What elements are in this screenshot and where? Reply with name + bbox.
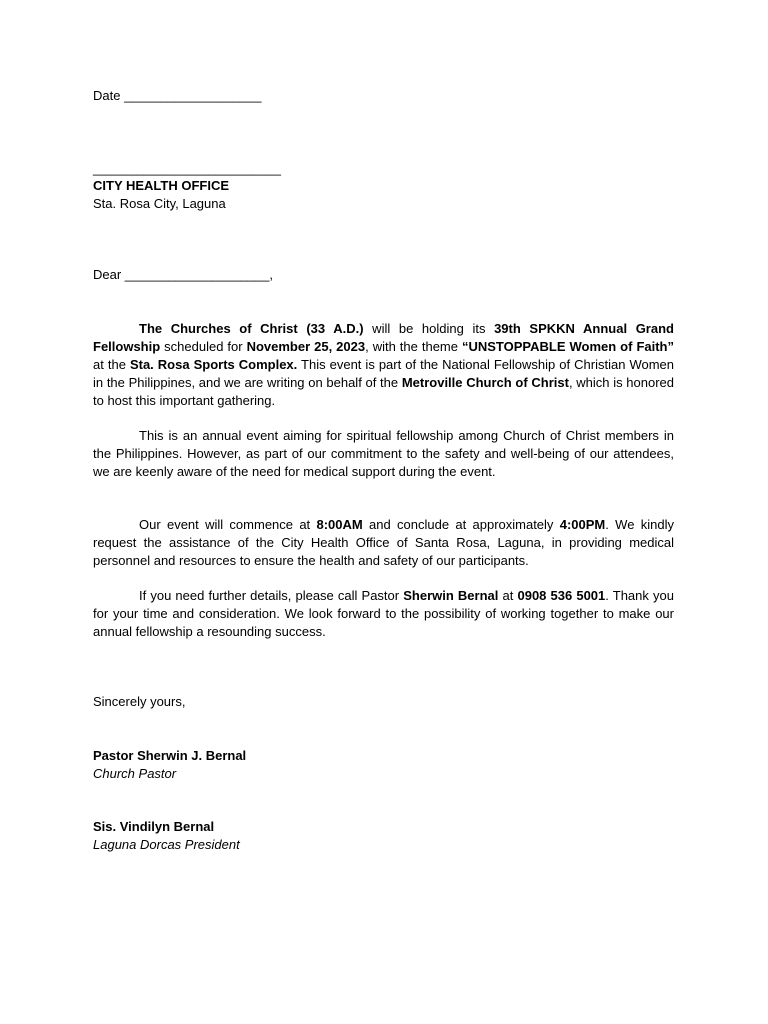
salutation: Dear ____________________,	[93, 267, 274, 282]
paragraph-4	[93, 587, 674, 641]
signatory-2-title: Laguna Dorcas President	[93, 837, 240, 852]
p4-text-2: at	[498, 588, 518, 603]
p1-event-name: 39th SPKKN Annual Grand Fellowship	[93, 321, 674, 354]
p3-text-1: Our event will commence at	[139, 517, 317, 532]
p3-text-2: and conclude at approximately	[362, 517, 560, 532]
paragraph-1	[93, 320, 674, 410]
p3-end-time: 4:00PM	[559, 517, 606, 532]
signatory-1-name: Pastor Sherwin J. Bernal	[93, 748, 247, 763]
p1-theme: “UNSTOPPABLE Women of Faith”	[461, 339, 674, 354]
p1-host-church: Metroville Church of Christ	[401, 375, 569, 390]
p3-text-3: . We kindly request the assistance of the City Health Office of Santa Rosa, Laguna, in providing medical personnel and resources to ensure the health and safety of our participants.	[93, 517, 674, 568]
p1-text-1: will be holding its	[363, 321, 495, 336]
p2-text: This is an annual event aiming for spiritual fellowship among Church of Christ members in the Philippines. However, as part of our commitment to the safety and well-being of our attendees, we are keenly aware of the need for medical support during the event.	[93, 428, 674, 479]
paragraph-2	[93, 427, 674, 481]
date-line: Date ___________________	[93, 88, 262, 103]
recipient-blank-line: __________________________	[93, 161, 281, 176]
p3-start-time: 8:00AM	[316, 517, 363, 532]
signatory-1-title: Church Pastor	[93, 766, 177, 781]
p1-text-6: , which is honored to host this important gathering.	[93, 375, 674, 408]
p1-venue: Sta. Rosa Sports Complex.	[129, 357, 298, 372]
recipient-office: CITY HEALTH OFFICE	[93, 178, 230, 193]
p1-text-5: This event is part of the National Fellowship of Christian Women in the Philippines, and we are writing on behalf of the	[93, 357, 674, 390]
signatory-2-name: Sis. Vindilyn Bernal	[93, 819, 215, 834]
p1-text-2: scheduled for	[160, 339, 247, 354]
p1-text-4: at the	[93, 357, 130, 372]
p1-date: November 25, 2023	[246, 339, 366, 354]
paragraph-3	[93, 516, 674, 570]
p4-contact-name: Sherwin Bernal	[403, 588, 499, 603]
p1-churches: The Churches of Christ (33 A.D.)	[139, 321, 364, 336]
p4-phone-number: 0908 536 5001	[517, 588, 606, 603]
recipient-address: Sta. Rosa City, Laguna	[93, 196, 226, 211]
closing: Sincerely yours,	[93, 694, 186, 709]
p1-text-3: , with the theme	[365, 339, 462, 354]
p4-text-3: . Thank you for your time and consideration. We look forward to the possibility of working together to make our annual fellowship a resounding success.	[93, 588, 674, 639]
p4-text-1: If you need further details, please call Pastor	[139, 588, 404, 603]
